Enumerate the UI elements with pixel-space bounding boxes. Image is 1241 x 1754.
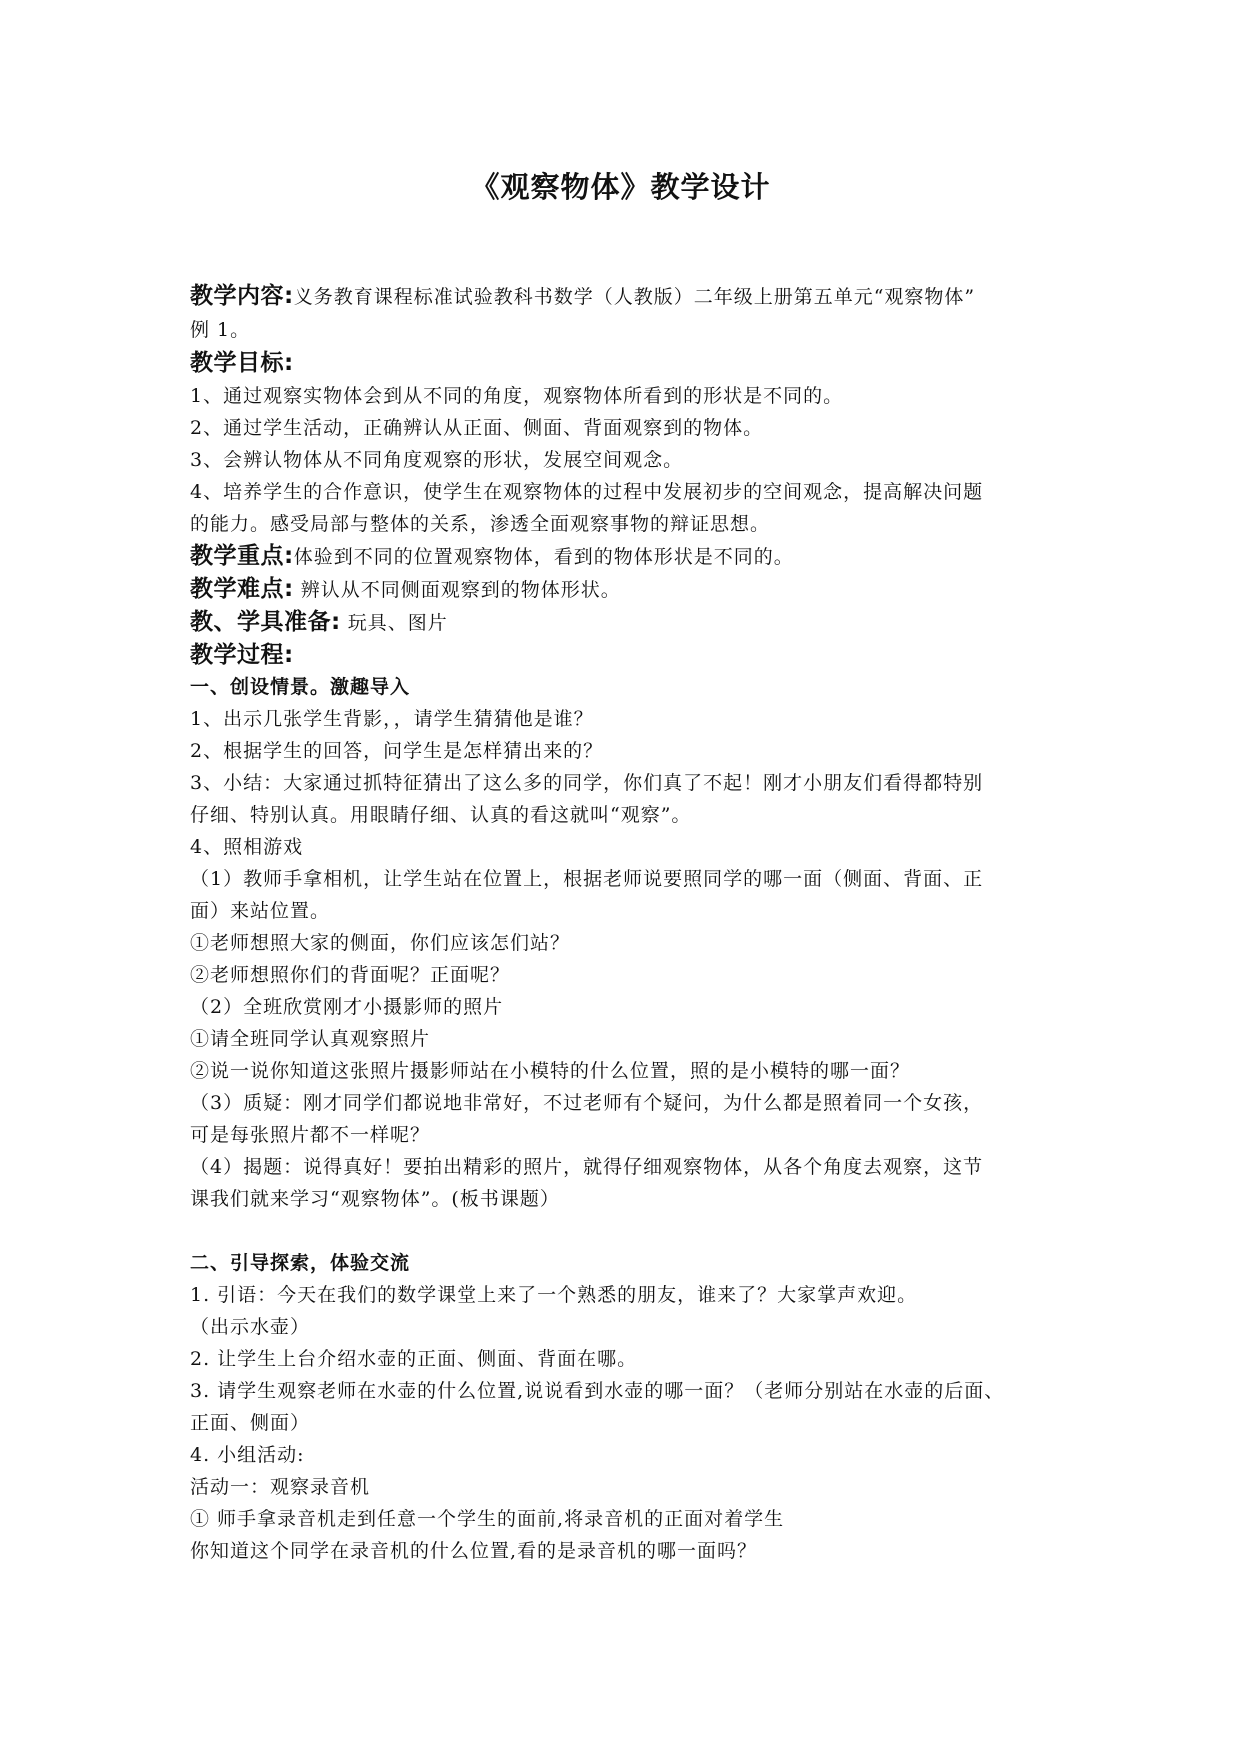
section2-line: 1. 引语：今天在我们的数学课堂上来了一个熟悉的朋友，谁来了？大家掌声欢迎。 bbox=[190, 1284, 918, 1306]
goal-item: 3、会辨认物体从不同角度观察的形状，发展空间观念。 bbox=[190, 449, 684, 471]
section2-line: 2. 让学生上台介绍水壶的正面、侧面、背面在哪。 bbox=[190, 1348, 638, 1370]
section1-line: ①老师想照大家的侧面，你们应该怎们站？ bbox=[190, 932, 571, 954]
section1-line: ②老师想照你们的背面呢？正面呢？ bbox=[190, 964, 511, 986]
section1-line: ②说一说你知道这张照片摄影师站在小模特的什么位置，照的是小模特的哪一面？ bbox=[190, 1060, 911, 1082]
section2-line: ① 师手拿录音机走到任意一个学生的面前,将录音机的正面对着学生 bbox=[190, 1508, 785, 1530]
section1-line: 可是每张照片都不一样呢？ bbox=[190, 1124, 431, 1146]
section1-line: 2、根据学生的回答，问学生是怎样猜出来的？ bbox=[190, 740, 604, 762]
section2-line: 3. 请学生观察老师在水壶的什么位置,说说看到水壶的哪一面？（老师分别站在水壶的后面、 bbox=[190, 1380, 1005, 1402]
section2-title: 二、引导探索，体验交流 bbox=[190, 1252, 411, 1274]
section2-line: 正面、侧面） bbox=[190, 1412, 311, 1434]
paragraph-gap bbox=[190, 1215, 1070, 1247]
goal-item: 1、通过观察实物体会到从不同的角度，观察物体所看到的形状是不同的。 bbox=[190, 385, 844, 407]
goal-item: 2、通过学生活动，正确辨认从正面、侧面、背面观察到的物体。 bbox=[190, 417, 764, 439]
difficulty-label: 教学难点: bbox=[190, 576, 294, 602]
page-title: 《观察物体》教学设计 bbox=[470, 170, 771, 204]
section1-line: 1、出示几张学生背影，，请学生猜猜他是谁？ bbox=[190, 708, 594, 730]
materials-label: 教、学具准备: bbox=[190, 609, 341, 635]
section1-line: 4、照相游戏 bbox=[190, 836, 304, 858]
section2-line: 你知道这个同学在录音机的什么位置,看的是录音机的哪一面吗？ bbox=[190, 1540, 758, 1562]
key-point bbox=[190, 540, 1070, 573]
section2-line: 活动一：观察录音机 bbox=[190, 1476, 371, 1498]
content-line bbox=[190, 279, 1070, 314]
difficulty bbox=[190, 573, 1070, 606]
content-label: 教学内容: bbox=[190, 283, 294, 309]
section1-title: 一、创设情景。激趣导入 bbox=[190, 676, 411, 698]
materials-text: 玩具、图片 bbox=[340, 612, 448, 634]
section1-line: （2）全班欣赏刚才小摄影师的照片 bbox=[190, 996, 504, 1018]
section1-line: 3、小结：大家通过抓特征猜出了这么多的同学，你们真了不起！刚才小朋友们看得都特别 bbox=[190, 772, 984, 794]
process-heading: 教学过程: bbox=[190, 642, 294, 668]
key-point-label: 教学重点: bbox=[190, 543, 294, 569]
section1-line: 仔细、特别认真。用眼睛仔细、认真的看这就叫“观察”。 bbox=[190, 804, 692, 826]
goals-heading: 教学目标: bbox=[190, 350, 294, 376]
difficulty-text: 辨认从不同侧面观察到的物体形状。 bbox=[293, 579, 621, 601]
section2-line: 4. 小组活动: bbox=[190, 1444, 305, 1466]
content-line-2: 例 1。 bbox=[190, 319, 251, 341]
document-body bbox=[190, 279, 1070, 1567]
section1-line: （3）质疑：刚才同学们都说地非常好，不过老师有个疑问，为什么都是照着同一个女孩， bbox=[190, 1092, 984, 1114]
goal-item: 的能力。感受局部与整体的关系，渗透全面观察事物的辩证思想。 bbox=[190, 513, 771, 535]
section1-line: （4）揭题：说得真好！要拍出精彩的照片，就得仔细观察物体，从各个角度去观察，这节 bbox=[190, 1156, 984, 1178]
goal-item: 4、培养学生的合作意识，使学生在观察物体的过程中发展初步的空间观念，提高解决问题 bbox=[190, 481, 984, 503]
key-point-text: 体验到不同的位置观察物体，看到的物体形状是不同的。 bbox=[293, 546, 794, 568]
section1-line: ①请全班同学认真观察照片 bbox=[190, 1028, 431, 1050]
materials bbox=[190, 606, 1070, 639]
section1-line: 课我们就来学习“观察物体”。(板书课题） bbox=[190, 1188, 560, 1210]
section1-line: 面）来站位置。 bbox=[190, 900, 331, 922]
section2-line: （出示水壶） bbox=[190, 1316, 311, 1338]
section1-line: （1）教师手拿相机，让学生站在位置上，根据老师说要照同学的哪一面（侧面、背面、正 bbox=[190, 868, 984, 890]
content-text: 义务教育课程标准试验教科书数学（人教版）二年级上册第五单元“观察物体” bbox=[293, 286, 976, 308]
